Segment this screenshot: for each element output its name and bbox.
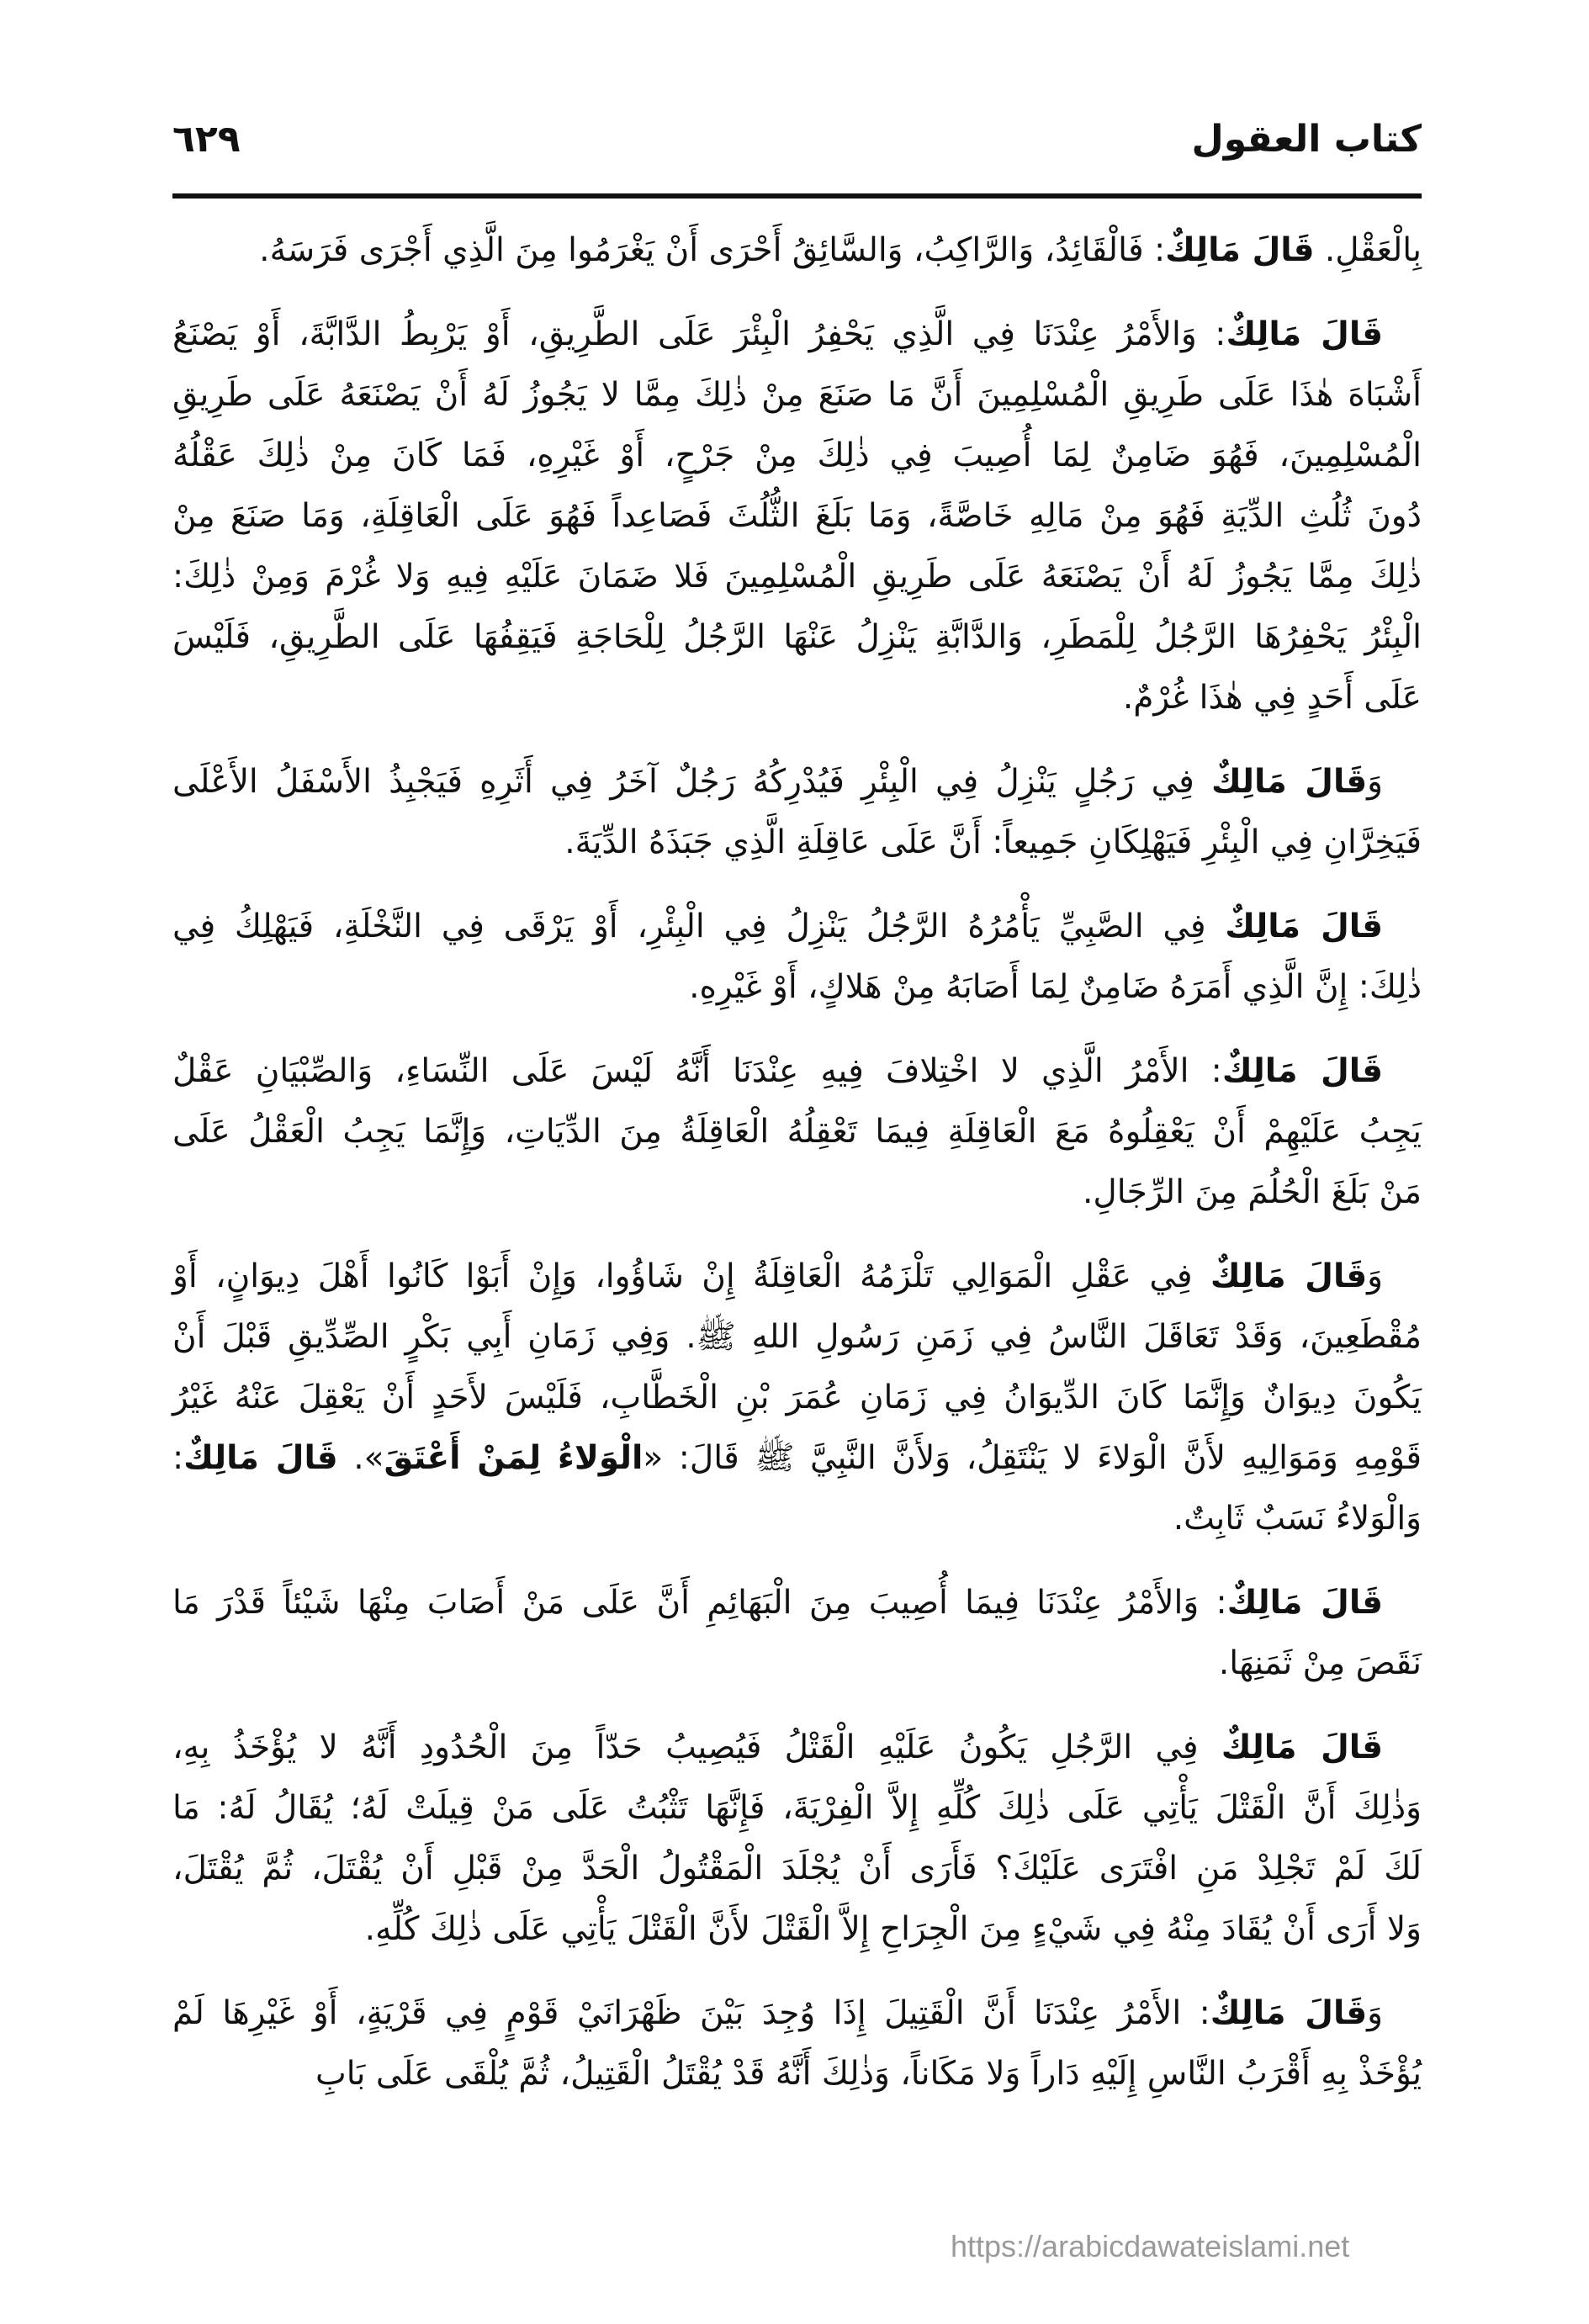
- text-segment: ».: [337, 1439, 384, 1477]
- text-segment: وَلا أَرَى أَنْ يُقَادَ مِنْهُ فِي شَيْءٍ مِنَ الْجِرَاحِ إِلاَّ الْقَتْلَ لأَنَّ الْقَتْلَ يَأْتِي عَلَى ذٰلِكَ كُلِّهِ.: [364, 1910, 1422, 1948]
- paragraph: [172, 304, 1422, 728]
- text-segment: مَنْ بَلَغَ الْحُلُمَ مِنَ الرِّجَالِ.: [1083, 1173, 1422, 1211]
- bold-phrase: قَالَ مَالِكٌ: [1226, 315, 1384, 353]
- bold-phrase: قَالَ مَالِكٌ: [1210, 1994, 1368, 2032]
- page-number: ٦٢٩: [172, 118, 241, 161]
- text-line: [172, 1983, 1422, 2044]
- bold-phrase: قَالَ مَالِكٌ: [1221, 1052, 1383, 1090]
- text-segment: : وَالأَمْرُ عِنْدَنَا فِيمَا أُصِيبَ مِنَ الْبَهَائِمِ أَنَّ عَلَى مَنْ أَصَابَ مِنْهَا شَيْئاً قَدْرَ مَا: [172, 1584, 1227, 1622]
- bold-phrase: قَالَ مَالِكٌ: [1221, 1728, 1383, 1766]
- text-segment: يَجِبُ عَلَيْهِمْ أَنْ يَعْقِلُوهُ مَعَ الْعَاقِلَةِ فِيمَا تَعْقِلُهُ الْعَاقِلَةُ مِنَ الدِّيَاتِ، وَإِنَّمَا يَجِبُ الْعَقْلُ عَلَى: [172, 1113, 1422, 1151]
- text-line: [172, 1778, 1422, 1839]
- text-line: [172, 1307, 1422, 1368]
- text-line: [172, 1247, 1422, 1307]
- text-segment: ذٰلِكَ مِمَّا يَجُوزُ لَهُ أَنْ يَصْنَعَهُ عَلَى طَرِيقِ الْمُسْلِمِينَ فَلا ضَمَانَ عَلَيْهِ فِيهِ وَلا غُرْمَ وَمِنْ ذٰلِكَ:: [172, 558, 1422, 596]
- text-segment: الْبِئْرُ يَحْفِرُهَا الرَّجُلُ لِلْمَطَرِ، وَالدَّابَّةِ يَنْزِلُ عَنْهَا الرَّجُلُ لِلْحَاجَةِ فَيَقِفُهَا عَلَى الطَّرِيقِ، فَلَيْسَ: [172, 618, 1422, 656]
- text-segment: فِي رَجُلٍ يَنْزِلُ فِي الْبِئْرِ فَيُدْرِكُهُ رَجُلٌ آخَرُ فِي أَثَرِهِ فَيَجْبِذُ الأَسْفَلُ الأَعْلَى: [172, 763, 1211, 801]
- paragraph: [172, 1983, 1422, 2104]
- text-segment: وَذٰلِكَ أَنَّ الْقَتْلَ يَأْتِي عَلَى ذٰلِكَ كُلِّهِ إِلاَّ الْفِرْيَةَ، فَإِنَّهَا تَثْبُتُ عَلَى مَنْ قِيلَتْ لَهُ؛ يُقَالُ لَهُ: مَا: [172, 1789, 1422, 1827]
- text-line: [172, 1573, 1422, 1633]
- text-segment: وَ: [1367, 1994, 1383, 2032]
- text-line: [172, 897, 1422, 957]
- text-line: [172, 1102, 1422, 1162]
- bold-phrase: قَالَ مَالِكٌ: [1226, 1584, 1383, 1622]
- text-line: [172, 426, 1422, 486]
- text-segment: دُونَ ثُلُثِ الدِّيَةِ فَهُوَ مِنْ مَالِهِ خَاصَّةً، وَمَا بَلَغَ الثُّلُثَ فَصَاعِداً فَهُوَ عَلَى الْعَاقِلَةِ، وَمَا صَنَعَ مِنْ: [172, 497, 1422, 535]
- bold-phrase: الْوَلاءُ لِمَنْ أَعْتَقَ: [384, 1439, 644, 1477]
- paragraph: [172, 752, 1422, 873]
- text-segment: : وَالأَمْرُ عِنْدَنَا فِي الَّذِي يَحْفِرُ الْبِئْرَ عَلَى الطَّرِيقِ، أَوْ يَرْبِطُ الدَّابَّةَ، أَوْ يَصْنَعُ: [172, 315, 1226, 353]
- text-segment: وَالْوَلاءُ نَسَبٌ ثَابِتٌ.: [1173, 1500, 1422, 1538]
- text-line: [172, 1718, 1422, 1778]
- text-line: [172, 957, 1422, 1018]
- text-line: [172, 547, 1422, 607]
- text-segment: الْمُسْلِمِينَ، فَهُوَ ضَامِنٌ لِمَا أُصِيبَ فِي ذٰلِكَ مِنْ جَرْحٍ، أَوْ غَيْرِهِ، فَمَا كَانَ مِنْ ذٰلِكَ عَقْلُهُ: [172, 437, 1422, 474]
- paragraph: [172, 1041, 1422, 1223]
- bold-phrase: قَالَ مَالِكٌ: [1165, 231, 1315, 269]
- text-segment: يَكُونَ دِيوَانٌ وَإِنَّمَا كَانَ الدِّيوَانُ فِي زَمَانِ عُمَرَ بْنِ الْخَطَّابِ، فَلَيْسَ لأَحَدٍ أَنْ يَعْقِلَ عَنْهُ غَيْرُ: [172, 1379, 1422, 1416]
- text-segment: : فَالْقَائِدُ، وَالرَّاكِبُ، وَالسَّائِقُ أَحْرَى أَنْ يَغْرَمُوا مِنَ الَّذِي أَجْرَى فَرَسَهُ.: [259, 231, 1166, 269]
- text-line: [172, 1633, 1422, 1694]
- text-segment: فِي عَقْلِ الْمَوَالِي تَلْزَمُهُ الْعَاقِلَةُ إِنْ شَاؤُوا، وَإِنْ أَبَوْا كَانُوا أَهْلَ دِيوَانٍ، أَوْ: [172, 1257, 1210, 1295]
- text-line: [172, 1489, 1422, 1549]
- text-line: [172, 1839, 1422, 1899]
- bold-phrase: قَالَ مَالِكٌ: [1211, 763, 1368, 801]
- text-line: [172, 1899, 1422, 1960]
- text-line: [172, 304, 1422, 365]
- text-segment: : الأَمْرُ عِنْدَنَا أَنَّ الْقَتِيلَ إِذَا وُجِدَ بَيْنَ ظَهْرَانَيْ قَوْمٍ فِي قَرْيَةٍ، أَوْ غَيْرِهَا لَمْ: [172, 1994, 1210, 2032]
- text-line: [172, 607, 1422, 668]
- text-segment: فَيَخِرَّانِ فِي الْبِئْرِ فَيَهْلِكَانِ جَمِيعاً: أَنَّ عَلَى عَاقِلَةِ الَّذِي جَبَذَهُ الدِّيَةَ.: [564, 823, 1422, 861]
- text-segment: قَوْمِهِ وَمَوَالِيهِ لأَنَّ الْوَلاءَ لا يَنْتَقِلُ، وَلأَنَّ النَّبِيَّ ﷺ قَالَ: «: [643, 1439, 1422, 1477]
- text-segment: وَ: [1367, 763, 1383, 801]
- paragraph: [172, 897, 1422, 1018]
- bold-phrase: قَالَ مَالِكٌ: [183, 1439, 338, 1477]
- text-line: [172, 1428, 1422, 1489]
- paragraph: [172, 1718, 1422, 1960]
- text-segment: أَشْبَاهَ هٰذَا عَلَى طَرِيقِ الْمُسْلِمِينَ أَنَّ مَا صَنَعَ مِنْ ذٰلِكَ مِمَّا لا يَجُوزُ لَهُ أَنْ يَصْنَعَهُ عَلَى طَرِيقِ: [172, 376, 1422, 414]
- text-line: [172, 1368, 1422, 1428]
- running-header: [172, 118, 1422, 177]
- text-segment: نَقَصَ مِنْ ثَمَنِهَا.: [1218, 1644, 1422, 1682]
- text-segment: : الأَمْرُ الَّذِي لا اخْتِلافَ فِيهِ عِنْدَنَا أَنَّهُ لَيْسَ عَلَى النِّسَاءِ، وَالصِّبْيَانِ عَقْلٌ: [172, 1052, 1222, 1090]
- text-segment: فِي الصَّبِيِّ يَأْمُرُهُ الرَّجُلُ يَنْزِلُ فِي الْبِئْرِ، أَوْ يَرْقَى فِي النَّخْلَةِ، فَيَهْلِكُ فِي: [172, 908, 1226, 945]
- text-line: [172, 2044, 1422, 2104]
- text-line: [172, 1162, 1422, 1223]
- text-segment: لَكَ لَمْ تَجْلِدْ مَنِ افْتَرَى عَلَيْكَ؟ فَأَرَى أَنْ يُجْلَدَ الْمَقْتُولُ الْحَدَّ مِنْ قَبْلِ أَنْ يُقْتَلَ، ثُمَّ يُقْتَلَ،: [172, 1850, 1422, 1887]
- book-title: كتاب العقول: [1191, 118, 1422, 161]
- text-segment: وَ: [1367, 1257, 1383, 1295]
- text-segment: فِي الرَّجُلِ يَكُونُ عَلَيْهِ الْقَتْلُ فَيُصِيبُ حَدّاً مِنَ الْحُدُودِ أَنَّهُ لا يُؤْخَذُ بِهِ،: [172, 1728, 1221, 1766]
- text-segment: مُقْطَعِينَ، وَقَدْ تَعَاقَلَ النَّاسُ فِي زَمَنِ رَسُولِ اللهِ ﷺ. وَفِي زَمَانِ أَبِي بَكْرٍ الصِّدِّيقِ قَبْلَ أَنْ: [172, 1318, 1422, 1356]
- text-line: [172, 813, 1422, 873]
- paragraph: [172, 1573, 1422, 1694]
- text-line: [172, 752, 1422, 813]
- paragraph: [172, 1247, 1422, 1549]
- text-line: [172, 668, 1422, 728]
- text-line: [172, 1041, 1422, 1102]
- bold-phrase: قَالَ مَالِكٌ: [1210, 1257, 1368, 1295]
- header-rule: [172, 193, 1422, 199]
- text-segment: ذٰلِكَ: إِنَّ الَّذِي أَمَرَهُ ضَامِنٌ لِمَا أَصَابَهُ مِنْ هَلاكٍ، أَوْ غَيْرِهِ.: [689, 968, 1422, 1006]
- bold-phrase: قَالَ مَالِكٌ: [1225, 908, 1383, 945]
- page-body: [172, 220, 1422, 2128]
- paragraph: [172, 220, 1422, 281]
- text-segment: :: [172, 1439, 184, 1477]
- text-line: [172, 220, 1422, 281]
- text-line: [172, 486, 1422, 547]
- text-line: [172, 365, 1422, 426]
- text-segment: بِالْعَقْلِ.: [1314, 231, 1422, 269]
- text-segment: عَلَى أَحَدٍ فِي هٰذَا غُرْمٌ.: [1122, 679, 1422, 717]
- watermark-url: https://arabicdawateislami.net: [951, 2229, 1350, 2263]
- text-segment: يُؤْخَذْ بِهِ أَقْرَبُ النَّاسِ إِلَيْهِ دَاراً وَلا مَكَاناً، وَذٰلِكَ أَنَّهُ قَدْ يُقْتَلُ الْقَتِيلُ، ثُمَّ يُلْقَى عَلَى بَابِ: [315, 2055, 1422, 2093]
